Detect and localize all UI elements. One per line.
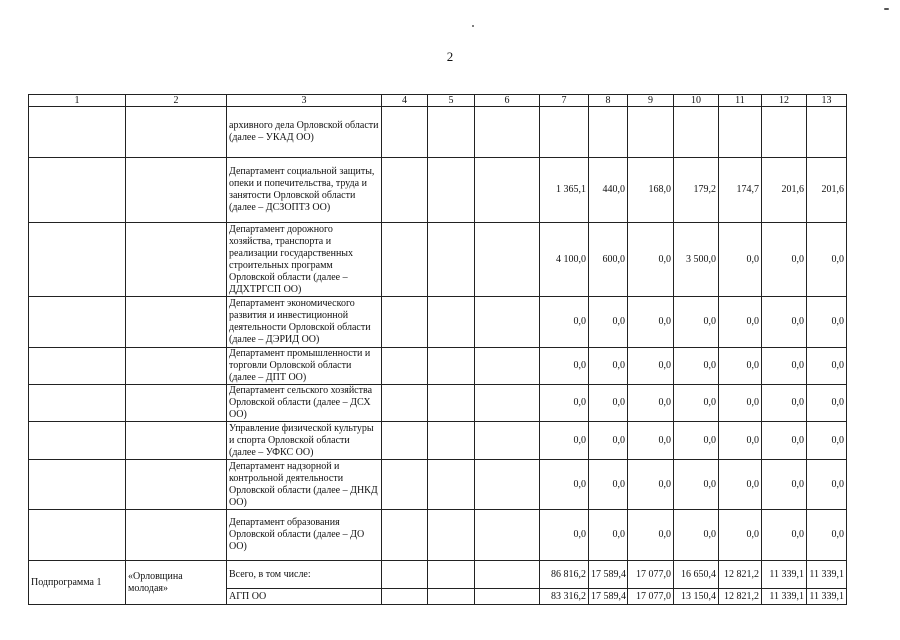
value-cell: 3 500,0 — [674, 223, 719, 297]
table-row — [29, 422, 847, 460]
executor-name: Всего, в том числе: — [227, 561, 382, 589]
budget-table — [28, 94, 847, 605]
program-cell — [126, 158, 227, 223]
value-cell — [762, 107, 807, 158]
value-cell: 0,0 — [719, 385, 762, 422]
column-header: 13 — [807, 95, 847, 107]
program-cell — [126, 510, 227, 561]
value-cell: 0,0 — [628, 223, 674, 297]
executor-name: Департамент социальной защиты, опеки и попечительства, труда и занятости Орловской области (далее – ДСЗОПТЗ ОО) — [227, 158, 382, 223]
value-cell: 0,0 — [540, 510, 589, 561]
table-row — [29, 385, 847, 422]
column-header: 3 — [227, 95, 382, 107]
table-row — [29, 510, 847, 561]
program-cell — [126, 385, 227, 422]
column-header: 10 — [674, 95, 719, 107]
value-cell: 17 077,0 — [628, 589, 674, 605]
row-number-cell — [29, 158, 126, 223]
executor-name: Департамент промышленности и торговли Орловской области (далее – ДПТ ОО) — [227, 348, 382, 385]
column-header: 8 — [589, 95, 628, 107]
table-row — [29, 158, 847, 223]
value-cell — [807, 107, 847, 158]
value-cell: 0,0 — [719, 510, 762, 561]
executor-name: архивного дела Орловской области (далее – УКАД ОО) — [227, 107, 382, 158]
column-header: 1 — [29, 95, 126, 107]
value-cell: 86 816,2 — [540, 561, 589, 589]
value-cell: 0,0 — [540, 385, 589, 422]
value-cell: 0,0 — [719, 297, 762, 348]
scan-speck — [884, 8, 889, 10]
value-cell: 0,0 — [674, 510, 719, 561]
value-cell: 83 316,2 — [540, 589, 589, 605]
value-cell: 16 650,4 — [674, 561, 719, 589]
value-cell — [540, 107, 589, 158]
value-cell: 0,0 — [807, 460, 847, 510]
table-row — [29, 561, 847, 589]
value-cell: 0,0 — [762, 385, 807, 422]
value-cell: 0,0 — [540, 460, 589, 510]
row-number-cell — [29, 385, 126, 422]
value-cell: 0,0 — [762, 348, 807, 385]
value-cell: 0,0 — [589, 348, 628, 385]
value-cell: 4 100,0 — [540, 223, 589, 297]
executor-name: Департамент экономического развития и инвестиционной деятельности Орловской области (далее – ДЭРИД ОО) — [227, 297, 382, 348]
value-cell: 0,0 — [628, 510, 674, 561]
value-cell: 0,0 — [719, 460, 762, 510]
value-cell: 0,0 — [807, 223, 847, 297]
value-cell: 11 339,1 — [807, 561, 847, 589]
column-header: 5 — [428, 95, 475, 107]
table-row — [29, 107, 847, 158]
value-cell: 0,0 — [540, 422, 589, 460]
value-cell: 17 589,4 — [589, 561, 628, 589]
value-cell: 0,0 — [589, 510, 628, 561]
value-cell: 0,0 — [762, 460, 807, 510]
table-row — [29, 348, 847, 385]
executor-name: Департамент надзорной и контрольной деятельности Орловской области (далее – ДНКД ОО) — [227, 460, 382, 510]
value-cell: 201,6 — [762, 158, 807, 223]
program-cell — [126, 348, 227, 385]
value-cell: 0,0 — [589, 297, 628, 348]
subprogram-label: Подпрограмма 1 — [29, 561, 126, 605]
executor-name: АГП ОО — [227, 589, 382, 605]
value-cell: 0,0 — [762, 510, 807, 561]
column-header: 6 — [475, 95, 540, 107]
row-number-cell — [29, 460, 126, 510]
value-cell: 0,0 — [674, 460, 719, 510]
value-cell: 0,0 — [674, 385, 719, 422]
value-cell: 0,0 — [807, 348, 847, 385]
subprogram-title: «Орловщина молодая» — [126, 561, 227, 605]
value-cell — [719, 107, 762, 158]
column-header: 12 — [762, 95, 807, 107]
value-cell: 11 339,1 — [762, 589, 807, 605]
value-cell: 0,0 — [628, 297, 674, 348]
table-row — [29, 297, 847, 348]
value-cell: 0,0 — [628, 422, 674, 460]
value-cell: 0,0 — [719, 348, 762, 385]
value-cell: 0,0 — [807, 510, 847, 561]
value-cell: 0,0 — [589, 385, 628, 422]
value-cell: 0,0 — [589, 460, 628, 510]
value-cell: 0,0 — [540, 348, 589, 385]
value-cell: 0,0 — [674, 422, 719, 460]
value-cell: 0,0 — [628, 385, 674, 422]
value-cell: 600,0 — [589, 223, 628, 297]
value-cell: 12 821,2 — [719, 589, 762, 605]
column-header: 9 — [628, 95, 674, 107]
page-number: 2 — [446, 49, 454, 64]
value-cell: 11 339,1 — [807, 589, 847, 605]
value-cell: 0,0 — [719, 223, 762, 297]
value-cell: 12 821,2 — [719, 561, 762, 589]
value-cell: 17 589,4 — [589, 589, 628, 605]
value-cell: 440,0 — [589, 158, 628, 223]
table-row — [29, 223, 847, 297]
value-cell: 0,0 — [807, 422, 847, 460]
value-cell: 0,0 — [807, 297, 847, 348]
program-cell — [126, 223, 227, 297]
column-header: 7 — [540, 95, 589, 107]
program-cell — [126, 460, 227, 510]
row-number-cell — [29, 107, 126, 158]
value-cell: 0,0 — [628, 348, 674, 385]
table-row — [29, 460, 847, 510]
value-cell — [628, 107, 674, 158]
value-cell: 13 150,4 — [674, 589, 719, 605]
value-cell: 0,0 — [540, 297, 589, 348]
value-cell: 0,0 — [807, 385, 847, 422]
executor-name: Департамент образования Орловской области (далее – ДО ОО) — [227, 510, 382, 561]
scan-speck — [472, 25, 474, 27]
value-cell: 0,0 — [762, 422, 807, 460]
value-cell: 0,0 — [589, 422, 628, 460]
value-cell: 11 339,1 — [762, 561, 807, 589]
row-number-cell — [29, 510, 126, 561]
column-header: 11 — [719, 95, 762, 107]
row-number-cell — [29, 297, 126, 348]
value-cell: 1 365,1 — [540, 158, 589, 223]
value-cell: 0,0 — [674, 348, 719, 385]
value-cell: 179,2 — [674, 158, 719, 223]
value-cell: 174,7 — [719, 158, 762, 223]
row-number-cell — [29, 223, 126, 297]
value-cell: 0,0 — [762, 297, 807, 348]
value-cell: 0,0 — [719, 422, 762, 460]
value-cell — [674, 107, 719, 158]
value-cell: 0,0 — [628, 460, 674, 510]
value-cell: 0,0 — [762, 223, 807, 297]
executor-name: Департамент сельского хозяйства Орловской области (далее – ДСХ ОО) — [227, 385, 382, 422]
program-cell — [126, 297, 227, 348]
value-cell: 17 077,0 — [628, 561, 674, 589]
table-header-row — [29, 95, 847, 107]
value-cell: 201,6 — [807, 158, 847, 223]
value-cell: 168,0 — [628, 158, 674, 223]
row-number-cell — [29, 422, 126, 460]
value-cell: 0,0 — [674, 297, 719, 348]
program-cell — [126, 107, 227, 158]
program-cell — [126, 422, 227, 460]
executor-name: Департамент дорожного хозяйства, транспорта и реализации государственных строительных программ Орловской области (далее – ДДХТРГСП ОО) — [227, 223, 382, 297]
column-header: 4 — [382, 95, 428, 107]
value-cell — [589, 107, 628, 158]
row-number-cell — [29, 348, 126, 385]
executor-name: Управление физической культуры и спорта Орловской области (далее – УФКС ОО) — [227, 422, 382, 460]
column-header: 2 — [126, 95, 227, 107]
